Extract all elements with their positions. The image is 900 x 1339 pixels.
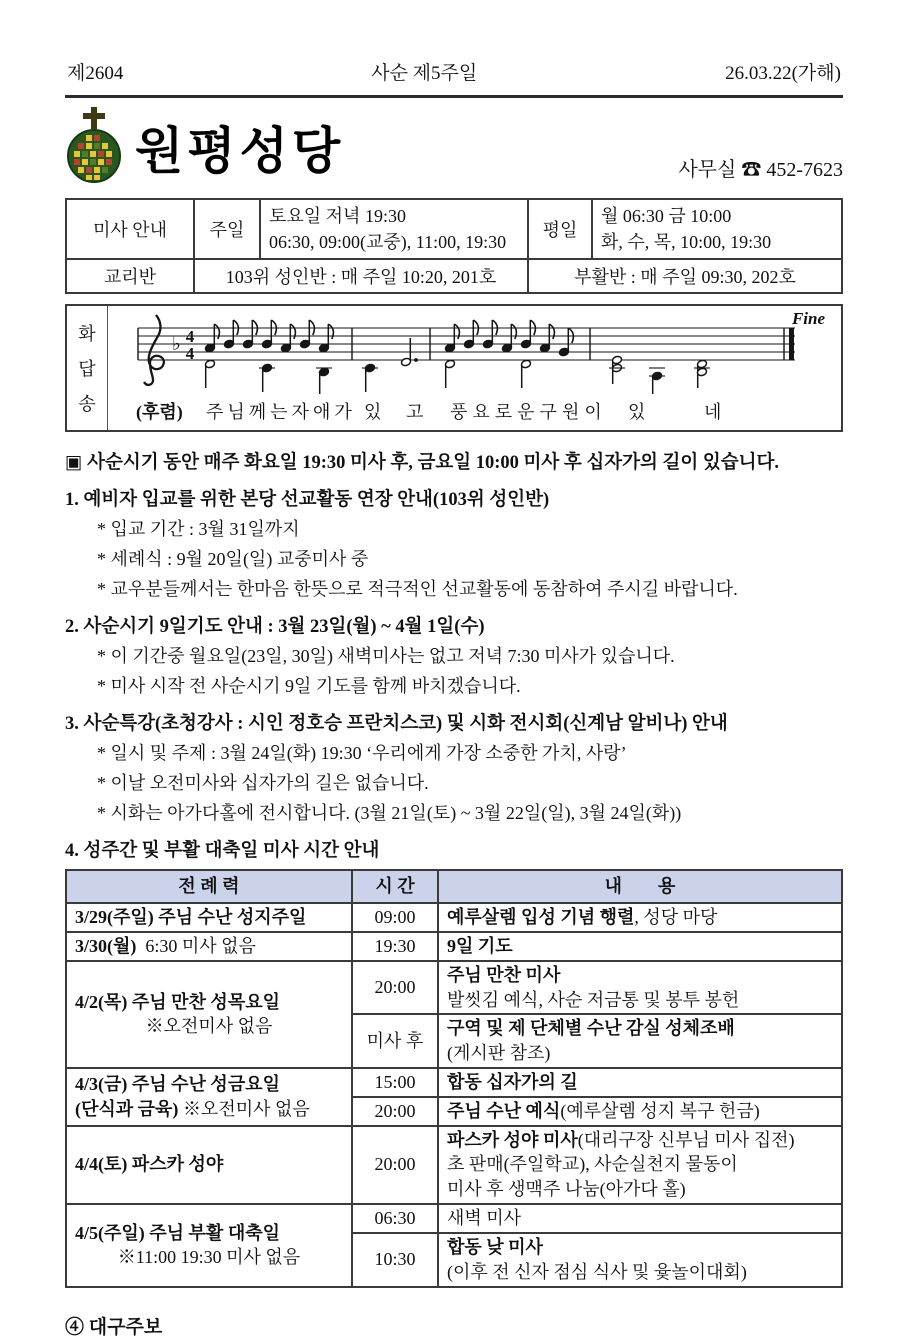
music-staff (112, 310, 822, 394)
mass-info-table (65, 198, 843, 294)
lent-notice: ▣ 사순시기 동안 매주 화요일 19:30 미사 후, 금요일 10:00 미사 후 십자가의 길이 있습니다. (65, 453, 779, 474)
psalm-lyrics: (후렴) 주님께는자애가 있 고 풍요로운구원이 있 네 (114, 398, 824, 424)
footer-text: 대구주보 (84, 1316, 163, 1338)
notice-item-3: 3. 사순특강(초청강사 : 시인 정호승 프란치스코) 및 시화 전시회(신계남 알비나) 안내 * 일시 및 주제 : 3월 24일(화) 19:30 ‘우리에게 가장 소중한 가치, 사랑’ * 이날 오전미사와 십자가의 길은 없습니다. * 시화는 아가다홀에 전시합니다. (3월 21일(토) ~ 3월 22일(일), 3월 24일(화)) (65, 714, 728, 824)
table-row: 3/29(주일) 주님 수난 성지주일 09:00 예루살렘 입성 기념 행렬, 성당 마당 (66, 903, 842, 932)
refrain-prefix: (후렴) (136, 402, 183, 423)
page-footer (65, 1312, 843, 1339)
sunday-label: 주일 (194, 199, 260, 259)
document-header (65, 58, 843, 98)
week-title: 사순 제5주일 (371, 63, 478, 84)
notice-item-1: 1. 예비자 입교를 위한 본당 선교활동 연장 안내(103위 성인반) * 입교 기간 : 3월 31일까지 * 세례식 : 9월 20일(일) 교중미사 중 * 교우분들께서는 한마음 한뜻으로 적극적인 선교활동에 동참하여 주시길 바랍니다. (65, 490, 738, 600)
notice-item-2: 2. 사순시기 9일기도 안내 : 3월 23일(월) ~ 4월 1일(수) * 이 기간중 월요일(23일, 30일) 새벽미사는 없고 저녁 7:30 미사가 있습니다. * 미사 시작 전 사순시기 9일 기도를 함께 바치겠습니다. (65, 617, 675, 697)
music-staff-area (108, 306, 841, 430)
catechism-easter-class: 부활반 : 매 주일 09:30, 202호 (528, 259, 842, 293)
table-header-row (66, 870, 842, 903)
square-bullet-icon: ▣ (65, 453, 83, 474)
issue-number: 제2604 (67, 63, 124, 84)
fine-marking: Fine (791, 309, 825, 329)
table-row: 20:00 주님 수난 예식(예루살렘 성지 복구 헌금) (66, 1097, 842, 1126)
responsorial-psalm-box (65, 304, 843, 432)
table-row: 4/4(토) 파스카 성야 20:00 파스카 성야 미사(대리구장 신부님 미사 집전) 초 판매(주일학교), 사순실천지 물동이 미사 후 생맥주 나눔(아가다 홀) (66, 1126, 842, 1204)
phone-icon: ☎ (741, 159, 762, 181)
weekday-times: 월 06:30 금 10:00 화, 수, 목, 10:00, 19:30 (592, 199, 842, 259)
table-row (66, 199, 842, 259)
col-calendar: 전 례 력 (66, 870, 352, 903)
table-row: 미사 후 구역 및 제 단체별 수난 감실 성체조배 (게시판 참조) (66, 1014, 842, 1068)
weekday-label: 평일 (528, 199, 592, 259)
table-row: 10:30 합동 낮 미사 (이후 전 신자 점심 식사 및 윷놀이대회) (66, 1233, 842, 1287)
table-row: 4/2(목) 주님 만찬 성목요일 ※오전미사 없음 20:00 주님 만찬 미사 발씻김 예식, 사순 저금통 및 봉투 봉헌 (66, 961, 842, 1015)
office-phone (678, 153, 843, 190)
table-row: 3/30(월) 6:30 미사 없음 19:30 9일 기도 (66, 932, 842, 961)
catechism-adult-class: 103위 성인반 : 매 주일 10:20, 201호 (194, 259, 528, 293)
svg-text:♭: ♭ (172, 334, 181, 356)
masthead (65, 104, 843, 190)
psalm-label: 화 답 송 (67, 306, 108, 430)
notice-item-4: 4. 성주간 및 부활 대축일 미사 시간 안내 (65, 841, 380, 862)
church-logo-icon (65, 105, 123, 190)
phone-number: 452-7623 (766, 159, 843, 181)
table-row (66, 259, 842, 293)
catechism-label: 교리반 (66, 259, 194, 293)
col-time: 시 간 (352, 870, 438, 903)
sunday-times: 토요일 저녁 19:30 06:30, 09:00(교중), 11:00, 19:30 (260, 199, 528, 259)
church-name: 원평성당 (135, 123, 345, 179)
office-label: 사무실 (678, 159, 737, 181)
mass-guide-label: 미사 안내 (66, 199, 194, 259)
issue-date: 26.03.22(가해) (725, 63, 841, 84)
table-row: 4/3(금) 주님 수난 성금요일 (단식과 금육) ※오전미사 없음 15:00 합동 십자가의 길 (66, 1068, 842, 1097)
svg-text:4: 4 (185, 344, 195, 364)
table-row: 4/5(주일) 주님 부활 대축일 ※11:00 19:30 미사 없음 06:30 새벽 미사 (66, 1204, 842, 1233)
page-number-symbol: ④ (65, 1316, 85, 1338)
svg-text:4: 4 (185, 327, 195, 347)
holy-week-schedule-table (65, 869, 843, 1287)
col-content: 내 용 (438, 870, 842, 903)
